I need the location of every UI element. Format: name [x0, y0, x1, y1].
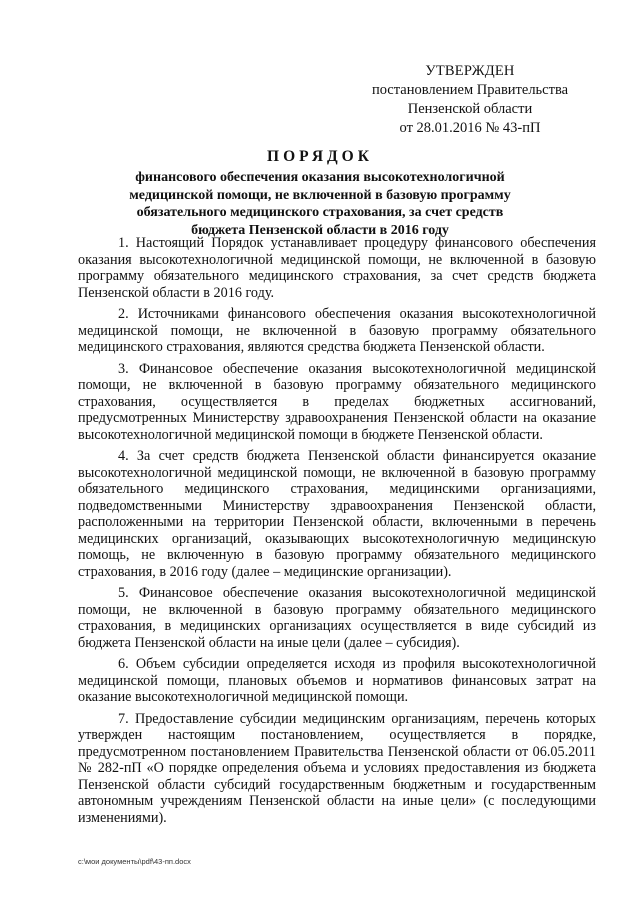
title-word: ПОРЯДОК: [267, 148, 373, 165]
approval-line-3: от 28.01.2016 № 43-пП: [399, 120, 541, 136]
paragraph-2: 2. Источниками финансового обеспечения оказания высокотехнологичной медицинской помощи, не включенной в базовую программу обязательного медицинского страхования, являются средства бюджета Пензенской области.: [78, 306, 596, 355]
approval-line-1: постановлением Правительства: [371, 82, 569, 98]
title-subtitle: [70, 169, 570, 239]
document-title: [70, 146, 570, 239]
approval-block: [350, 62, 590, 138]
paragraph-4: 4. За счет средств бюджета Пензенской области финансируется оказание высокотехнологичной медицинской помощи, не включенной в базовую программу обязательного медицинского страхования, медицинскими организациями, подведомственными Министерству здравоохранения Пензенской области, расположенными на территории Пензенской области, включенными в перечень медицинских организаций, оказывающих высокотехнологичную медицинскую помощь, не включенную в базовую программу обязательного медицинского страхования, в 2016 году (далее – медицинские организации).: [78, 448, 596, 580]
paragraph-3: 3. Финансовое обеспечение оказания высокотехнологичной медицинской помощи, не включенной в базовую программу обязательного медицинского страхования, осуществляется в пределах бюджетных ассигнований, предусмотренных Министерству здравоохранения Пензенской области на оказание высокотехнологичной медицинской помощи в бюджете Пензенской области.: [78, 360, 596, 443]
document-body: [78, 235, 596, 831]
subtitle-line-1: финансового обеспечения оказания высокотехнологичной: [135, 170, 505, 185]
subtitle-line-2: медицинской помощи, не включенной в базовую программу: [129, 187, 511, 203]
paragraph-5: 5. Финансовое обеспечение оказания высокотехнологичной медицинской помощи, не включенной в базовую программу обязательного медицинского страхования, в медицинских организациях осуществляется в виде субсидий из бюджета Пензенской области на иные цели (далее – субсидия).: [78, 585, 596, 651]
paragraph-1: 1. Настоящий Порядок устанавливает процедуру финансового обеспечения оказания высокотехнологичной медицинской помощи, не включенной в базовую программу обязательного медицинского страхования, за счет средств бюджета Пензенской области в 2016 году.: [78, 235, 596, 301]
subtitle-line-4: бюджета Пензенской области в 2016 году: [191, 222, 449, 238]
footer-file-path: c:\мои документы\pdf\43-пп.docx: [78, 857, 191, 866]
subtitle-line-3: обязательного медицинского страхования, за счет средств: [136, 205, 504, 221]
approval-line-2: Пензенской области: [407, 101, 533, 117]
approval-heading: УТВЕРЖДЕН: [425, 63, 515, 79]
paragraph-6: 6. Объем субсидии определяется исходя из профиля высокотехнологичной медицинской помощи, плановых объемов и нормативов финансовых затрат на оказание высокотехнологичной медицинской помощи.: [78, 656, 596, 705]
paragraph-7: 7. Предоставление субсидии медицинским организациям, перечень которых утвержден настоящим постановлением, осуществляется в порядке, предусмотренном постановлением Правительства Пензенской области от 06.05.2011 № 282-пП «О порядке определения объема и условиях предоставления из бюджета Пензенской области субсидий государственным бюджетным и государственным автономным учреждениям Пензенской области на иные цели» (с последующими изменениями).: [78, 710, 596, 826]
